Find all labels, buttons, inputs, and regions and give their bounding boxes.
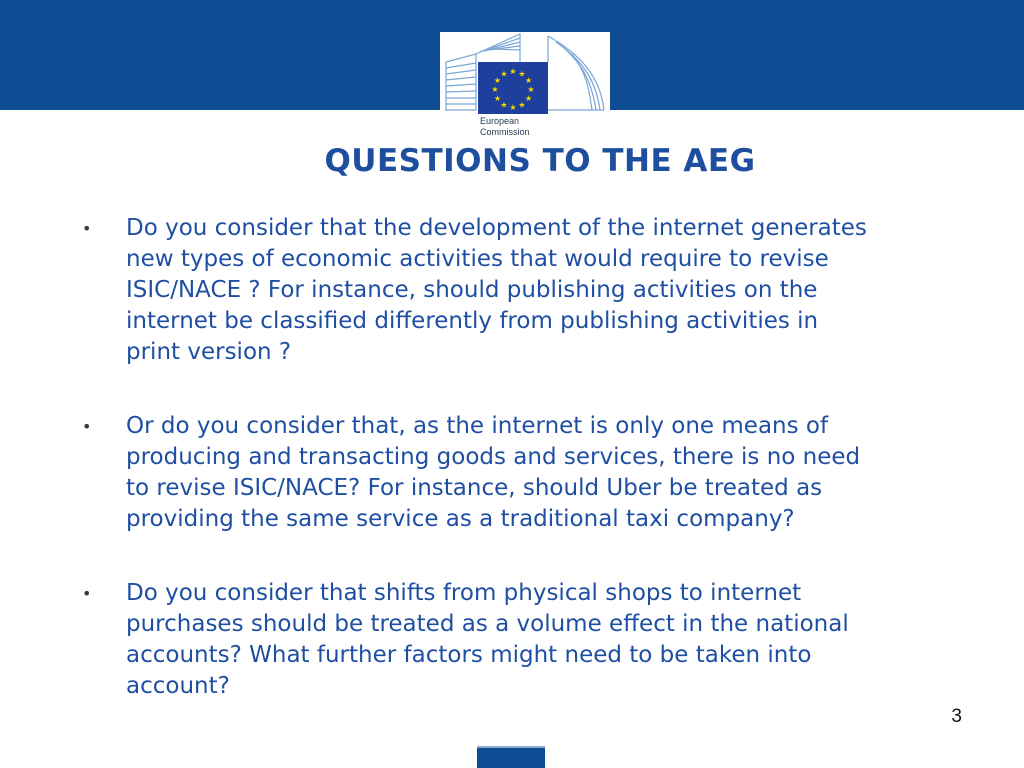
svg-text:★: ★ [493, 76, 501, 85]
bullet-3-line-2: purchases should be treated as a volume effect in the national [126, 611, 849, 637]
bullet-1-line-5: print version ? [126, 339, 292, 365]
bullet-2-line-2: producing and transacting goods and services, there is no need [126, 444, 861, 470]
bullet-3-line-4: account? [126, 673, 230, 699]
svg-text:★: ★ [527, 85, 535, 94]
bullet-item-2 [82, 411, 982, 535]
svg-text:★: ★ [509, 67, 517, 76]
svg-text:★: ★ [500, 69, 508, 79]
bullet-2-line-1: Or do you consider that, as the internet is only one means of [126, 413, 829, 439]
svg-text:★: ★ [500, 100, 508, 110]
bullet-list [82, 213, 982, 745]
svg-text:★: ★ [509, 103, 517, 112]
bullet-1-line-1: Do you consider that the development of the internet generates [126, 215, 867, 241]
bullet-3-line-3: accounts? What further factors might need to be taken into [126, 642, 812, 668]
bullet-item-1 [82, 213, 982, 368]
svg-text:★: ★ [525, 76, 533, 85]
bullet-3-line-1: Do you consider that shifts from physical shops to internet [126, 580, 802, 606]
svg-text:★: ★ [518, 69, 526, 79]
svg-text:★: ★ [525, 94, 533, 103]
svg-text:★: ★ [518, 100, 526, 110]
slide-title: QUESTIONS TO THE AEG [324, 143, 756, 179]
bullet-1-line-4: internet be classified differently from publishing activities in [126, 308, 819, 334]
bullet-2-line-3: to revise ISIC/NACE? For instance, should Uber be treated as [126, 475, 823, 501]
svg-text:★: ★ [493, 94, 501, 103]
logo-line-2: Commission [480, 127, 530, 137]
logo-line-1: European [480, 116, 520, 126]
bullet-1-line-2: new types of economic activities that would require to revise [126, 246, 829, 272]
bullet-1-line-3: ISIC/NACE ? For instance, should publishing activities on the [126, 277, 818, 303]
bullet-marker: • [82, 219, 92, 238]
page-number: 3 [951, 706, 962, 727]
eu-flag-icon [478, 62, 548, 114]
bullet-marker: • [82, 584, 92, 603]
logo-wordmark [480, 116, 530, 138]
bullet-2-line-4: providing the same service as a traditional taxi company? [126, 506, 795, 532]
footer-tab [477, 746, 545, 768]
bullet-item-3 [82, 578, 982, 702]
svg-text:★: ★ [491, 85, 499, 94]
bullet-marker: • [82, 417, 92, 436]
